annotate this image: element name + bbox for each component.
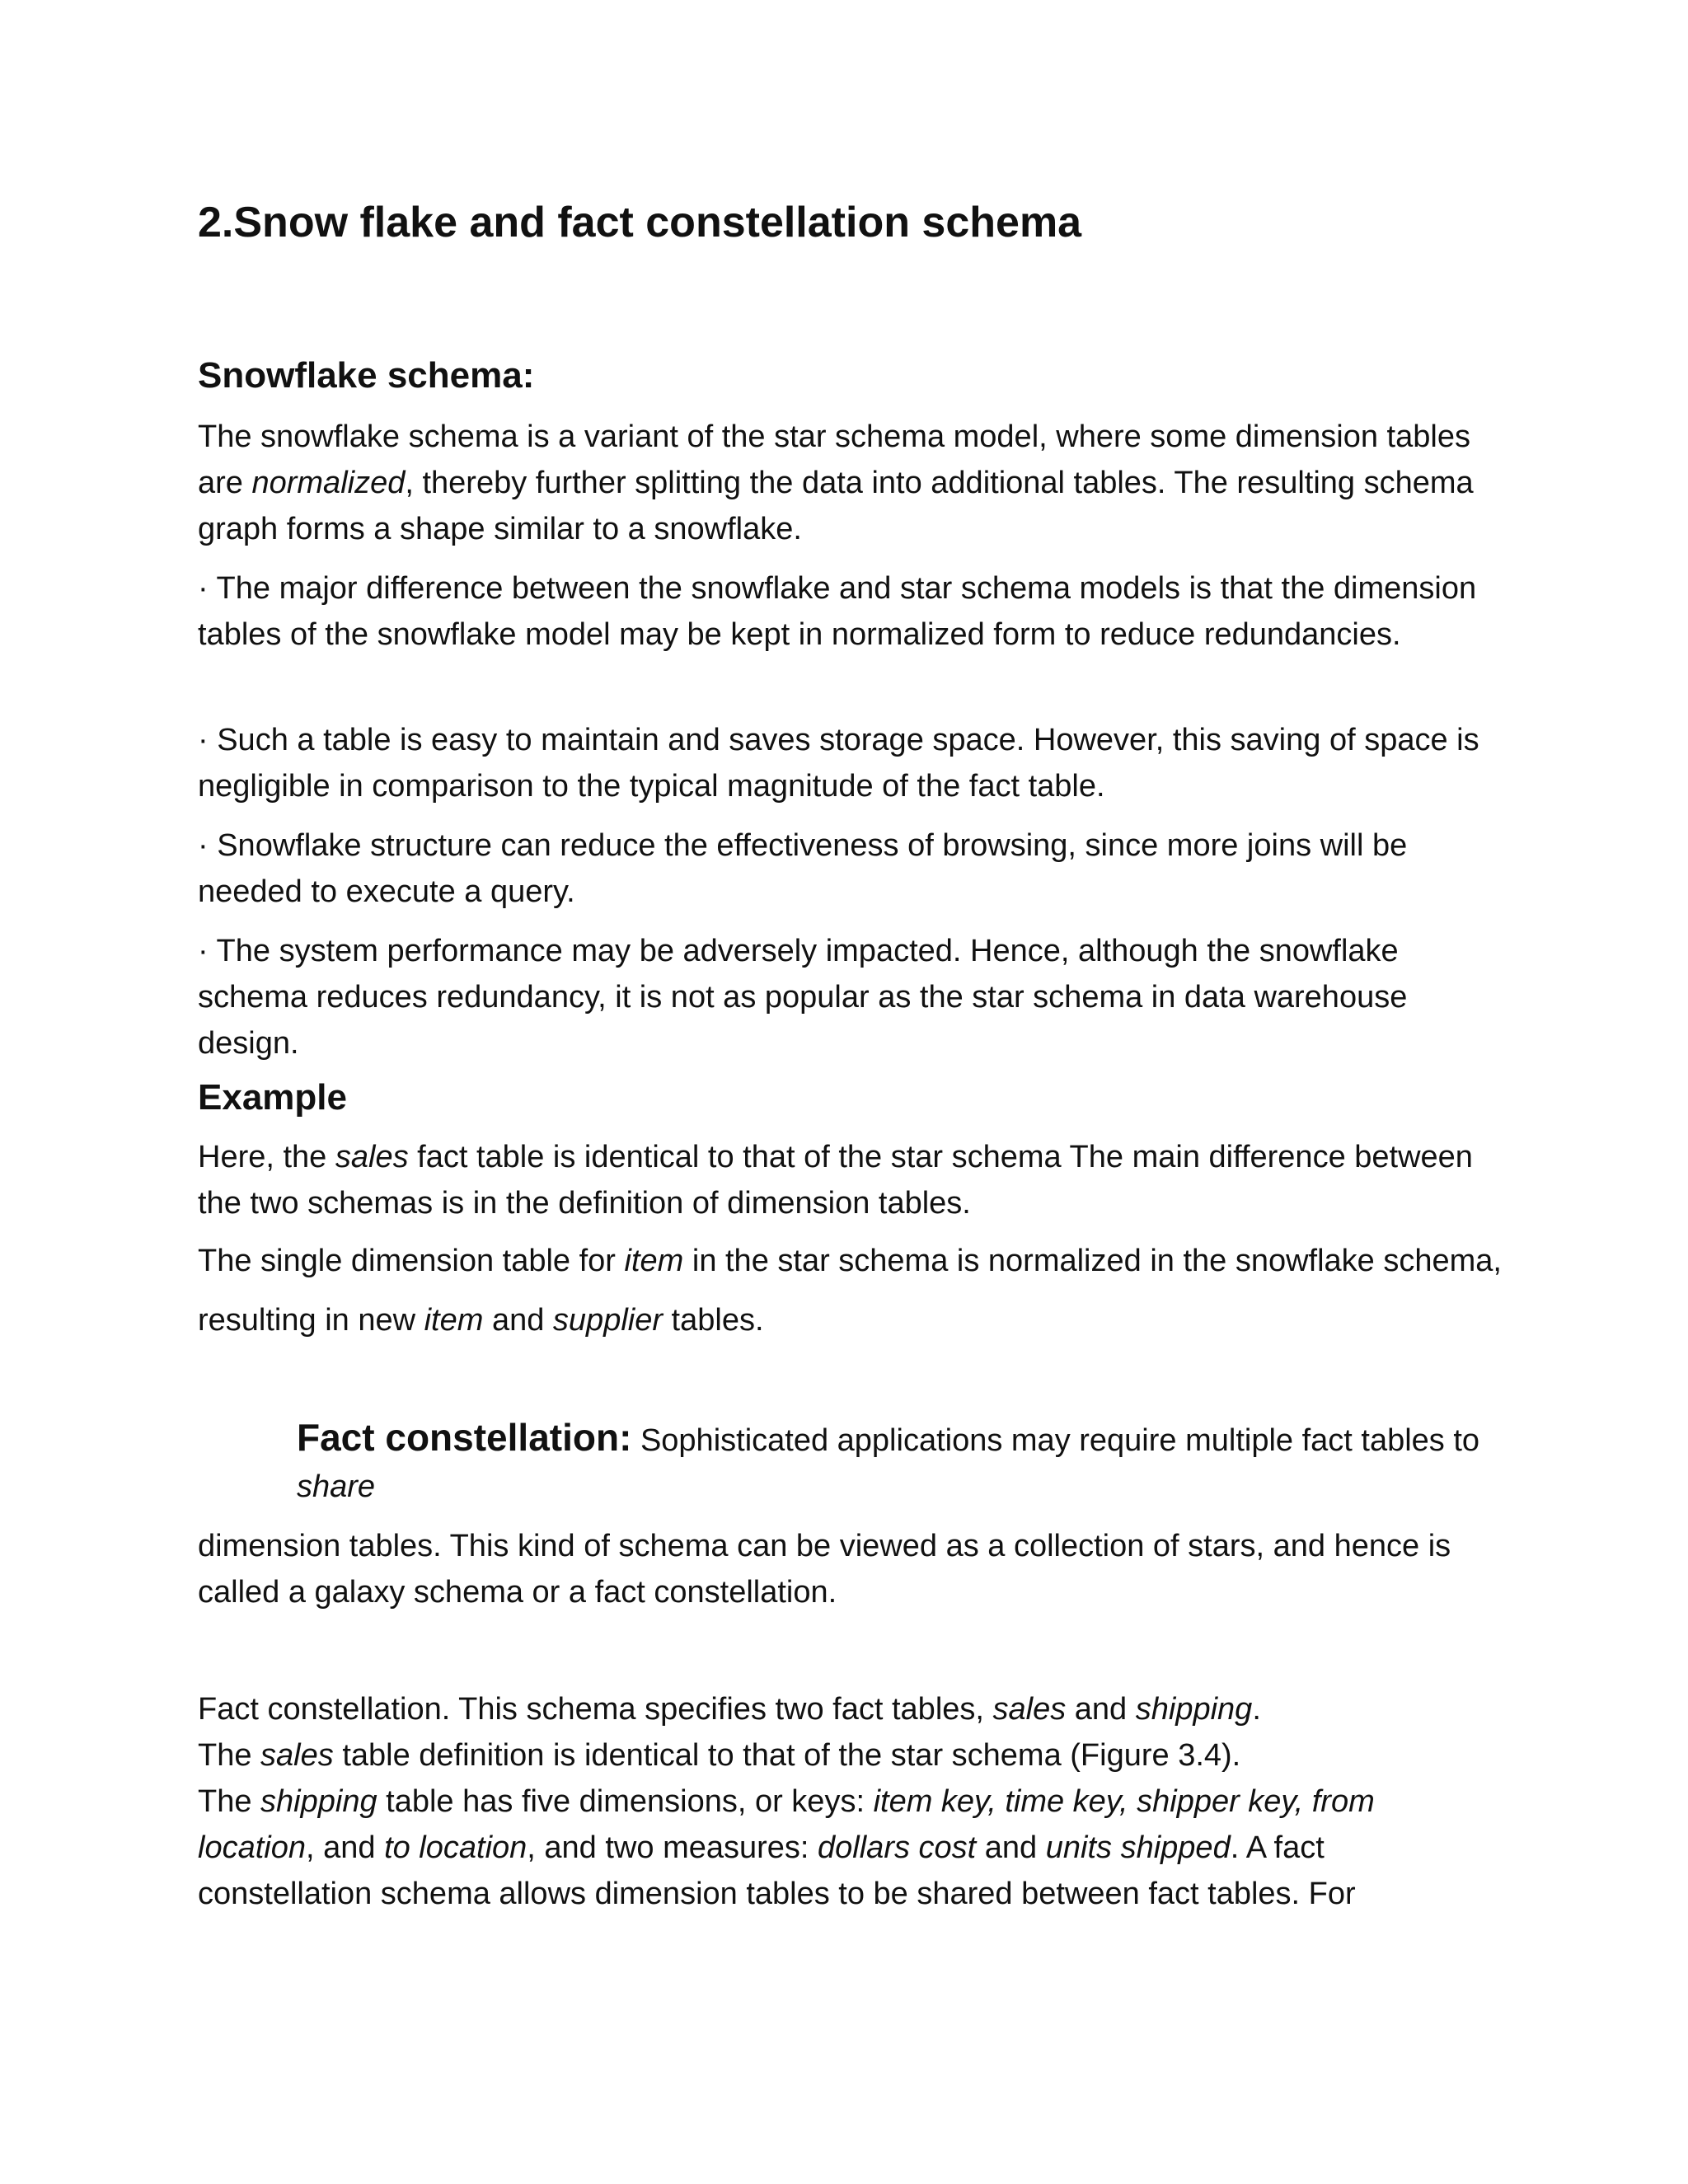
text-run: tables. xyxy=(663,1303,764,1338)
snowflake-bullet-2: · Such a table is easy to maintain and saves storage space. However, this saving of space is negligible in comparison to the typical magnitude of the fact table. xyxy=(198,723,1479,804)
text-run: The xyxy=(198,1784,261,1819)
text-run: , and xyxy=(305,1830,385,1865)
italic-term: sales xyxy=(335,1140,409,1174)
detail-line xyxy=(198,1825,1508,1871)
text-run: table has five dimensions, or keys: xyxy=(377,1784,874,1819)
text-run: and xyxy=(1066,1692,1136,1727)
fact-constellation-continuation: dimension tables. This kind of schema can be viewed as a collection of stars, and hence is called a galaxy schema or a fact constellation. xyxy=(198,1529,1451,1610)
italic-term: units shipped xyxy=(1045,1830,1231,1865)
text-run: , and two measures: xyxy=(527,1830,818,1865)
snowflake-intro xyxy=(198,414,1508,552)
text-run: . xyxy=(1252,1692,1261,1727)
italic-term: item xyxy=(624,1244,684,1278)
fact-constellation-heading: Fact constellation: xyxy=(297,1416,632,1459)
text-run: The xyxy=(198,1738,261,1773)
detail-line xyxy=(198,1779,1508,1825)
fact-constellation-detail xyxy=(198,1686,1508,1917)
italic-term: normalized xyxy=(251,466,406,500)
text-run: in the star schema is normalized in the snowflake schema, resulting in new xyxy=(198,1244,1502,1338)
text-run: The snowflake schema is a variant of the star schema model, where some dimension tables are xyxy=(198,419,1470,500)
text-run: and xyxy=(976,1830,1046,1865)
italic-term: shipping xyxy=(1135,1692,1253,1727)
italic-term: share xyxy=(297,1469,376,1504)
snowflake-bullet-1: · The major difference between the snowflake and star schema models is that the dimension tables of the snowflake model may be kept in normalized form to reduce redundancies. xyxy=(198,571,1477,652)
italic-term: location xyxy=(198,1830,306,1865)
snowflake-heading: Snowflake schema: xyxy=(198,355,535,396)
text-run: fact table is identical to that of the star schema The main difference between the two schemas is in the definition of dimension tables. xyxy=(198,1140,1473,1221)
italic-term: to location xyxy=(384,1830,528,1865)
text-run: . A fact xyxy=(1230,1830,1325,1865)
example-heading: Example xyxy=(198,1077,347,1118)
text-run: Here, the xyxy=(198,1140,335,1174)
text-run: , thereby further splitting the data into additional tables. The resulting schema graph forms a shape similar to a snowflake. xyxy=(198,466,1474,546)
italic-term: item xyxy=(424,1303,484,1338)
text-run: The single dimension table for xyxy=(198,1244,625,1278)
text-run: constellation schema allows dimension tables to be shared between fact tables. For xyxy=(198,1877,1356,1911)
fact-constellation-lead xyxy=(297,1414,1517,1510)
detail-line xyxy=(198,1732,1508,1779)
text-run: table definition is identical to that of the star schema (Figure 3.4). xyxy=(333,1738,1241,1773)
italic-term: shipping xyxy=(260,1784,377,1819)
italic-term: dollars cost xyxy=(818,1830,977,1865)
italic-term: item key, time key, shipper key, from xyxy=(873,1784,1375,1819)
text-run: Fact constellation. This schema specifies two fact tables, xyxy=(198,1692,993,1727)
page-title: 2.Snow flake and fact constellation schema xyxy=(198,199,1082,246)
italic-term: sales xyxy=(260,1738,334,1773)
example-paragraph-2 xyxy=(198,1231,1508,1350)
italic-term: supplier xyxy=(552,1303,663,1338)
detail-line xyxy=(198,1686,1508,1732)
snowflake-bullet-3: · Snowflake structure can reduce the effectiveness of browsing, since more joins will be needed to execute a query. xyxy=(198,828,1408,909)
italic-term: sales xyxy=(992,1692,1067,1727)
text-run: Sophisticated applications may require multiple fact tables to xyxy=(631,1423,1480,1458)
text-run: and xyxy=(483,1303,553,1338)
detail-line xyxy=(198,1871,1508,1917)
snowflake-bullet-4: · The system performance may be adversely impacted. Hence, although the snowflake schema reduces redundancy, it is not as popular as the star schema in data warehouse design. xyxy=(198,934,1408,1061)
example-paragraph-1 xyxy=(198,1134,1508,1226)
